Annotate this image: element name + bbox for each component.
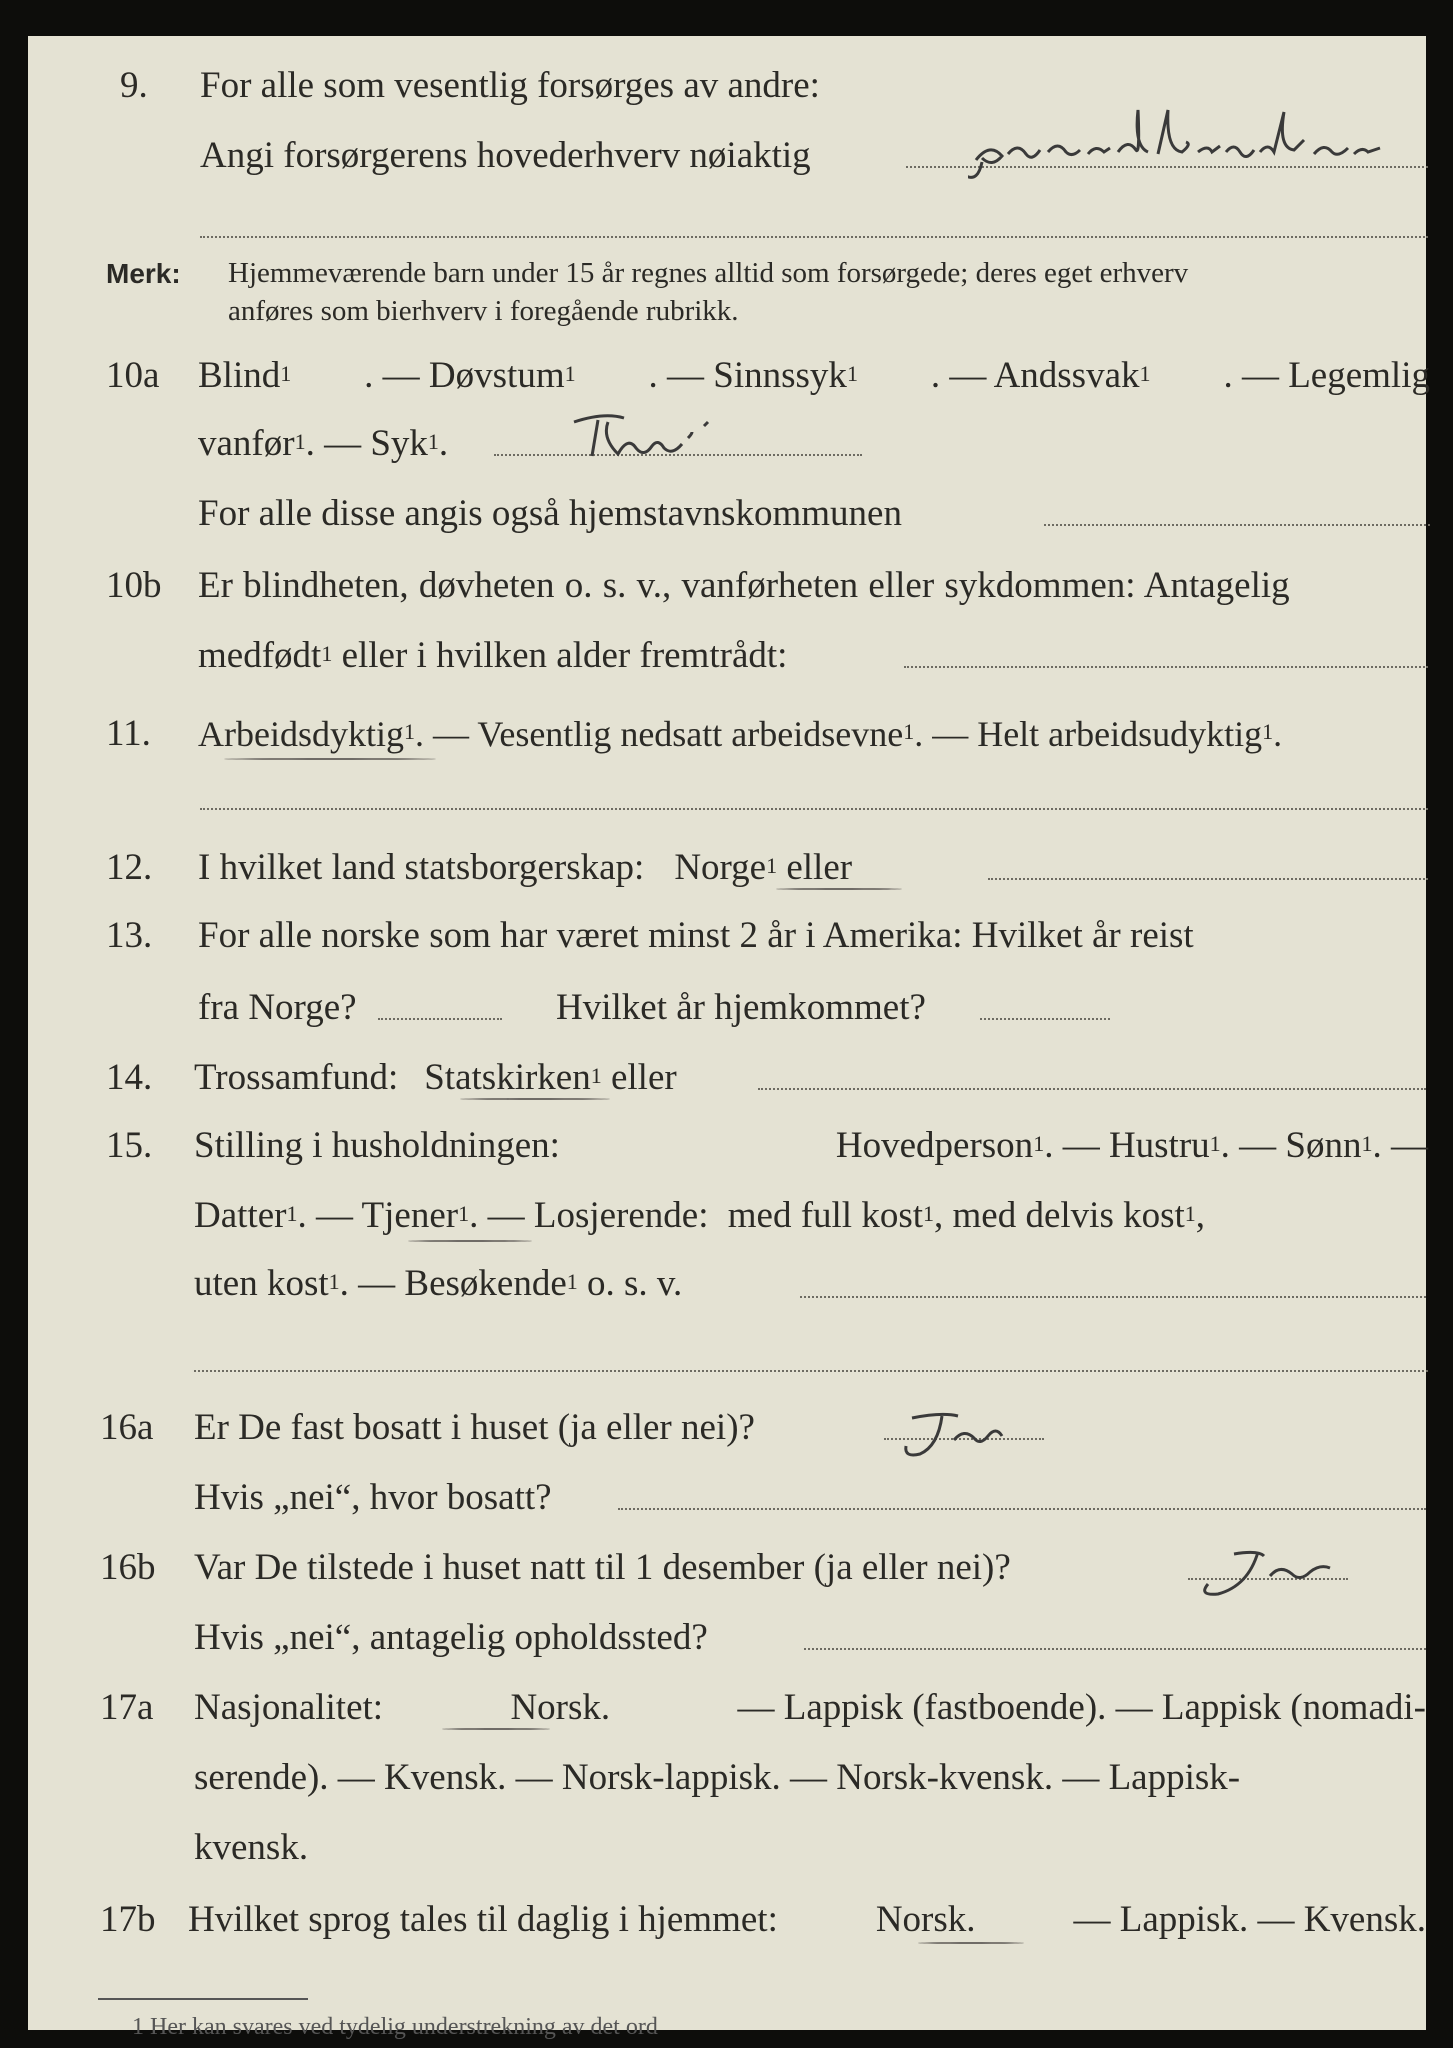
q13-reist: fra Norge? [198,987,357,1028]
footnote-marker: 1 [766,853,778,878]
q16b-line2: Hvis „nei“, antagelig opholdssted? [194,1617,708,1658]
opt-besokende: . — Besøkende [339,1263,567,1304]
opt-norsk: Norsk. [510,1687,611,1728]
opt-uten-kost: uten kost [194,1263,329,1304]
opt-sonn: . — Sønn [1220,1125,1362,1166]
footnote-marker: 1 [1184,1201,1196,1226]
footnote-marker: 1 [903,719,915,744]
footnote-marker: 1 [1262,719,1274,744]
q16a-bosatt-line [618,1508,1426,1510]
opt-norge: Norge [674,847,767,888]
opt-hovedperson: Hovedperson [835,1125,1034,1166]
q12-number: 12. [106,847,153,888]
q17a-line2: serende). — Kvensk. — Norsk-lappisk. — Norsk-kvensk. — Lappisk- [194,1757,1241,1798]
opt-full-kost: med full kost [727,1195,924,1236]
period: . [438,423,449,464]
q16a-line1: Er De fast bosatt i huset (ja eller nei)? [194,1407,755,1448]
period: . [1273,714,1283,754]
footnote-marker: 1 [564,361,576,386]
q15-label: Stilling i husholdningen: [194,1125,560,1166]
opt-tjener: Tjener [361,1195,459,1236]
q10b-line2 [198,634,787,678]
q9-line1: For alle som vesentlig forsørges av andre: [200,65,820,106]
q13-number: 13. [106,915,153,956]
opt-arbeidsdyktig: Arbeidsdyktig [198,714,404,754]
footnote-marker: 1 [1209,1131,1221,1156]
q10b-number: 10b [106,565,162,606]
opt-hustru: . — Hustru [1044,1125,1210,1166]
q10a-line2 [198,422,448,466]
q12-line [198,846,852,890]
q17b-underline-mark [918,1942,1024,1944]
q9-number: 9. [120,65,148,106]
footnote-marker: 1 [1361,1131,1373,1156]
comma: , [1195,1195,1206,1236]
q15-answer-line [800,1296,1426,1298]
opt-nedsatt: . — Vesentlig nedsatt arbeidsevne [414,714,904,754]
q17b-line [188,1898,1426,1942]
q13-hjemkommet: Hvilket år hjemkommet? [556,987,926,1028]
q14-label: Trossamfund: [194,1057,399,1098]
merk-line2: anføres som bierhverv i foregående rubrikk. [228,295,739,327]
q13-reist-line [378,1018,502,1020]
opt-delvis-kost: , med delvis kost [934,1195,1185,1236]
footnote-marker: 1 [321,641,333,666]
q14-eller: eller [601,1057,677,1098]
q14-number: 14. [106,1057,153,1098]
form-sheet [28,36,1430,2040]
footnote-marker: 1 [328,1269,340,1294]
q16a-answer-handwriting [898,1406,1028,1466]
footnote-marker: 1 [1139,361,1151,386]
q11-extra-line [200,808,1428,810]
opt-medfodt: medfødt [198,635,322,676]
q9-line2: Angi forsørgerens hovederhverv nøiaktig [200,135,811,176]
q12-answer-line [988,878,1428,880]
footnote-marker: 1 [286,1201,298,1226]
footnote-text: 1 Her kan svares ved tydelig understrekning av det ord [132,2014,658,2040]
q9-extra-line [200,236,1428,238]
q17b-label: Hvilket sprog tales til daglig i hjemmet: [188,1899,778,1940]
q15-osv: o. s. v. [577,1263,683,1304]
q10b-answer-line [904,666,1428,668]
q10a-number: 10a [106,355,160,396]
q10a-kommune-line [1044,524,1430,526]
q15-number: 15. [106,1125,153,1166]
q16b-answer-handwriting [1198,1544,1368,1608]
q16a-line2: Hvis „nei“, hvor bosatt? [194,1477,552,1518]
opt-losjerende: . — Losjerende: [469,1195,709,1236]
q15-line1 [194,1124,1428,1168]
footnote-marker: 1 [1033,1131,1045,1156]
opt-norsk-sprog: Norsk. [875,1899,976,1940]
q11-line [198,712,1282,756]
q12-underline-mark [776,888,902,890]
q15-underline-mark [408,1240,532,1242]
opt-sinnssyk: . — Sinnssyk [648,355,847,396]
footnote-marker: 1 [590,1063,602,1088]
footnote-marker: 1 [403,719,415,744]
q14-answer-line [758,1088,1426,1090]
q16a-number: 16a [100,1407,154,1448]
q17b-number: 17b [100,1899,156,1940]
q17a-label: Nasjonalitet: [194,1687,384,1728]
opt-dovstum: . — Døvstum [364,355,565,396]
opt-andssvak: . — Andssvak [930,355,1140,396]
q10a-answer-handwriting [568,408,748,468]
opt-datter: Datter [194,1195,287,1236]
footnote-marker: 1 [280,361,292,386]
q12-eller: eller [777,847,853,888]
separator: . — [297,1195,362,1236]
opt-vanfor: vanfør [198,423,295,464]
footnote-marker: 1 [427,429,439,454]
q10a-line1 [198,354,1430,398]
q17a-number: 17a [100,1687,154,1728]
opt-syk: . — Syk [305,423,428,464]
q9-answer-handwriting [968,102,1428,182]
q10a-line3: For alle disse angis også hjemstavnskommunen [198,493,902,534]
footnote-marker: 1 [458,1201,470,1226]
q13-hjemkommet-line [980,1018,1110,1020]
q16b-line1: Var De tilstede i huset natt til 1 desember (ja eller nei)? [194,1547,1011,1588]
q15-extra-line [194,1370,1428,1372]
opt-statskirken: Statskirken [424,1057,591,1098]
q16b-number: 16b [100,1547,156,1588]
opt-legemlig: . — Legemlig [1223,355,1430,396]
q15-line2 [194,1194,1430,1238]
q17a-options1: — Lappisk (fastboende). — Lappisk (nomadi- [737,1687,1426,1728]
q12-label: I hvilket land statsborgerskap: [198,847,645,888]
q14-line [194,1056,677,1100]
footnote-marker: 1 [923,1201,935,1226]
merk-label: Merk: [106,258,181,289]
footnote-rule [98,1998,308,2000]
q15-line3 [194,1262,682,1306]
merk-line1: Hjemmeværende barn under 15 år regnes alltid som forsørgede; deres eget erhverv [228,257,1189,289]
q11-number: 11. [106,713,151,754]
separator: . — [1372,1125,1428,1166]
q17a-line3: kvensk. [194,1827,309,1868]
q13-line1: For alle norske som har været minst 2 år i Amerika: Hvilket år reist [198,915,1194,956]
footnote-marker: 1 [566,1269,578,1294]
q14-underline-mark [460,1098,610,1100]
footnote-marker: 1 [846,361,858,386]
q11-underline-mark [224,758,436,760]
footnote-marker: 1 [294,429,306,454]
opt-blind: Blind [198,355,281,396]
q17b-options: — Lappisk. — Kvensk. [1073,1899,1426,1940]
q17a-line1 [194,1686,1426,1730]
q16b-opholdssted-line [804,1648,1426,1650]
opt-udyktig: . — Helt arbeidsudyktig [914,714,1263,754]
q17a-underline-mark [442,1728,550,1730]
q10b-line1: Er blindheten, døvheten o. s. v., vanførheten eller sykdommen: Antagelig [198,565,1290,606]
q10b-alder: eller i hvilken alder fremtrådt: [332,635,788,676]
